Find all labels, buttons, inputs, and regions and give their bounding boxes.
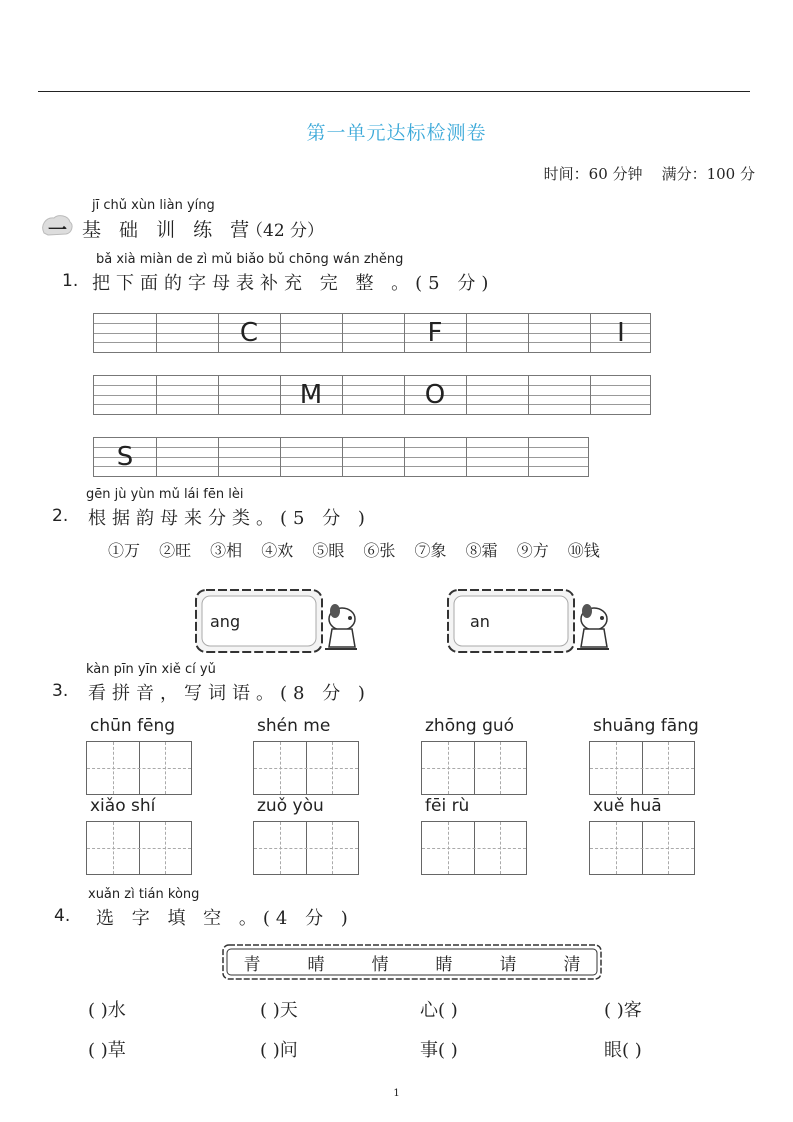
grid-line — [590, 768, 694, 769]
section1-title: 基 础 训 练 营 — [82, 219, 256, 241]
fill-blank[interactable]: ( )问 — [260, 1040, 298, 1061]
q3-number: 3. — [52, 681, 69, 701]
q3-pinyin: kàn pīn yīn xiě cí yǔ — [86, 662, 216, 677]
exam-meta — [544, 163, 755, 184]
choice-char: 请 — [499, 955, 517, 975]
choice-char: 晴 — [307, 955, 325, 975]
tian-grid[interactable] — [86, 741, 192, 795]
q2-options: ①万 ②旺 ③相 ④欢 ⑤眼 ⑥张 ⑦象 ⑧霜 ⑨方 ⑩钱 — [108, 541, 600, 560]
letter-cell-blank[interactable] — [156, 438, 218, 476]
letter-cell-blank[interactable] — [280, 314, 342, 352]
letter-cell-filled: S — [116, 442, 134, 472]
tian-grid[interactable] — [421, 741, 527, 795]
letter-cell-blank[interactable] — [466, 438, 528, 476]
letter-cell-blank[interactable] — [218, 376, 280, 414]
letter-cell-blank[interactable] — [466, 376, 528, 414]
letter-cell-filled: O — [424, 380, 446, 410]
q2-text: 根据韵母来分类。(5 分 ) — [88, 508, 371, 529]
q4-number: 4. — [54, 906, 71, 926]
letter-cell-blank[interactable] — [342, 314, 404, 352]
choice-word-box — [220, 942, 604, 982]
word-pinyin: zhōng guó — [425, 716, 515, 736]
q2-pinyin: gēn jù yùn mǔ lái fēn lèi — [86, 487, 244, 502]
letter-cell-blank[interactable] — [342, 438, 404, 476]
q1-pinyin: bǎ xià miàn de zì mǔ biǎo bǔ chōng wán zhěng — [96, 252, 404, 267]
letter-cell-blank[interactable] — [528, 376, 590, 414]
letter-cell-blank[interactable] — [404, 438, 466, 476]
section1-pinyin: jī chǔ xùn liàn yíng — [92, 198, 215, 213]
choice-char: 清 — [563, 955, 581, 975]
fill-blank[interactable]: ( )客 — [604, 1000, 642, 1021]
cloud-label-an: an — [470, 612, 490, 631]
choice-char: 睛 — [435, 955, 453, 975]
score-label: 满分：100 分 — [661, 165, 755, 183]
time-label: 时间：60 分钟 — [543, 165, 643, 183]
q4-text: 选 字 填 空 。(4 分 ) — [96, 908, 354, 929]
tian-grid[interactable] — [589, 821, 695, 875]
cloud-box-ang[interactable] — [192, 585, 364, 659]
q4-pinyin: xuǎn zì tián kòng — [88, 887, 200, 902]
tian-grid[interactable] — [253, 821, 359, 875]
word-pinyin: zuǒ yòu — [257, 796, 324, 816]
grid-line — [590, 848, 694, 849]
letter-cell-blank[interactable] — [156, 376, 218, 414]
letter-cell-blank[interactable] — [466, 314, 528, 352]
top-rule — [38, 91, 750, 92]
tian-grid[interactable] — [253, 741, 359, 795]
letter-row-2 — [93, 375, 651, 415]
word-pinyin: xiǎo shí — [90, 796, 156, 816]
grid-line — [422, 768, 526, 769]
cloud-box-an[interactable] — [444, 585, 616, 659]
section1-badge: 一 — [48, 219, 68, 241]
letter-cell-blank[interactable] — [156, 314, 218, 352]
letter-cell-blank[interactable] — [94, 314, 156, 352]
letter-cell-filled: C — [239, 318, 259, 348]
tian-grid[interactable] — [86, 821, 192, 875]
q2-number: 2. — [52, 506, 69, 526]
fill-blank[interactable]: ( )水 — [88, 1000, 126, 1021]
grid-line — [87, 848, 191, 849]
word-pinyin: xuě huā — [593, 796, 662, 816]
letter-cell-blank[interactable] — [342, 376, 404, 414]
section1-points: （42 分） — [246, 221, 325, 241]
page-number: 1 — [393, 1088, 400, 1099]
letter-cell-filled: M — [299, 380, 323, 410]
letter-cell-blank[interactable] — [94, 376, 156, 414]
word-pinyin: shén me — [257, 716, 331, 736]
word-pinyin: chūn fēng — [90, 716, 176, 736]
fill-blank[interactable]: ( )天 — [260, 1000, 298, 1021]
choice-char: 青 — [243, 955, 261, 975]
fill-blank[interactable]: 心( ) — [420, 1000, 458, 1021]
letter-cell-blank[interactable] — [528, 438, 590, 476]
fill-blank[interactable]: 事( ) — [420, 1040, 458, 1061]
cloud-label-ang: ang — [210, 612, 241, 631]
word-pinyin: fēi rù — [425, 796, 470, 816]
letter-cell-blank[interactable] — [528, 314, 590, 352]
word-pinyin: shuāng fāng — [593, 716, 699, 736]
choice-char: 情 — [371, 955, 389, 975]
fill-blank[interactable]: 眼( ) — [604, 1040, 642, 1061]
tian-grid[interactable] — [421, 821, 527, 875]
q1-number: 1. — [62, 271, 79, 291]
grid-line — [254, 768, 358, 769]
fill-blank[interactable]: ( )草 — [88, 1040, 126, 1061]
letter-cell-blank[interactable] — [590, 376, 652, 414]
grid-line — [254, 848, 358, 849]
grid-line — [87, 768, 191, 769]
page-title: 第一单元达标检测卷 — [306, 122, 487, 144]
letter-cell-blank[interactable] — [280, 438, 342, 476]
q3-text: 看拼音，写词语。(8 分 ) — [88, 683, 371, 704]
letter-row-3 — [93, 437, 589, 477]
letter-cell-filled: I — [617, 318, 625, 348]
grid-line — [422, 848, 526, 849]
letter-row-1 — [93, 313, 651, 353]
letter-cell-blank[interactable] — [218, 438, 280, 476]
choice-chars — [220, 950, 604, 975]
tian-grid[interactable] — [589, 741, 695, 795]
q1-text: 把下面的字母表补充 完 整 。(5 分) — [92, 273, 495, 294]
letter-cell-filled: F — [427, 318, 443, 348]
